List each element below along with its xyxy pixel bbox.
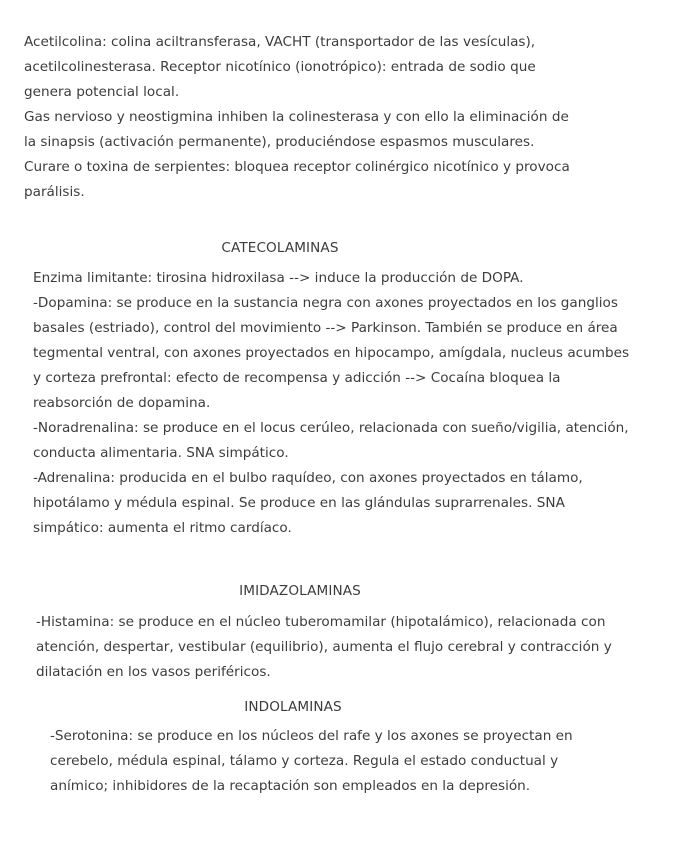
acetilcolina-section: [24, 30, 584, 205]
enzima-limitante-paragraph: Enzima limitante: tirosina hidroxilasa --> induce la producción de DOPA.: [33, 270, 524, 286]
noradrenalina-paragraph: -Noradrenalina: se produce en el locus cerúleo, relacionada con sueño/vigilia, atención, conducta alimentaria. SNA simpático.: [33, 420, 629, 461]
imidazolaminas-heading: IMIDAZOLAMINAS: [239, 583, 361, 599]
histamina-paragraph: -Histamina: se produce en el núcleo tuberomamilar (hipotalámico), relacionada con atención, despertar, vestibular (equilibrio), aumenta el flujo cerebral y contracción y dilatación en los vasos periféricos.: [36, 614, 612, 680]
imidazolaminas-section: [36, 610, 646, 685]
gas-nervioso-paragraph: Gas nervioso y neostigmina inhiben la colinesterasa y con ello la eliminación de la sinapsis (activación permanente), produciéndose espasmos musculares.: [24, 109, 569, 150]
dopamina-paragraph: -Dopamina: se produce en la sustancia negra con axones proyectados en los ganglios basales (estriado), control del movimiento --> Parkinson. También se produce en área tegmental ventral, con axones proyectados en hipocampo, amígdala, nucleus acumbes y corteza prefrontal: efecto de recompensa y adicción --> Cocaína bloquea la reabsorción de dopamina.: [33, 295, 630, 411]
indolaminas-heading: INDOLAMINAS: [244, 699, 342, 715]
acetilcolina-paragraph: Acetilcolina: colina aciltransferasa, VACHT (transportador de las vesículas), acetilcolinesterasa. Receptor nicotínico (ionotrópico): entrada de sodio que genera potencial local.: [24, 34, 536, 100]
curare-paragraph: Curare o toxina de serpientes: bloquea receptor colinérgico nicotínico y provoca parálisis.: [24, 159, 570, 200]
serotonina-paragraph: -Serotonina: se produce en los núcleos del rafe y los axones se proyectan en cerebelo, médula espinal, tálamo y corteza. Regula el estado conductual y anímico; inhibidores de la recaptación son empleados en la depresión.: [50, 728, 573, 794]
adrenalina-paragraph: -Adrenalina: producida en el bulbo raquídeo, con axones proyectados en tálamo, hipotálamo y médula espinal. Se produce en las glándulas suprarrenales. SNA simpático: aumenta el ritmo cardíaco.: [33, 470, 583, 536]
catecolaminas-heading: CATECOLAMINAS: [221, 240, 339, 256]
catecolaminas-section: [33, 266, 633, 541]
indolaminas-section: [50, 724, 590, 799]
